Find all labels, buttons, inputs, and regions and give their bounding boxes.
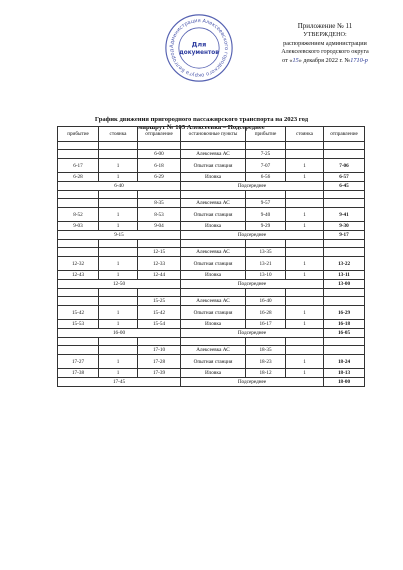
table-row bbox=[58, 159, 365, 173]
order-number: 1710-р bbox=[350, 57, 368, 65]
table-cell: 9-17 bbox=[324, 231, 365, 240]
table-cell: Алексеевка АС bbox=[181, 150, 246, 159]
table-cell bbox=[246, 289, 286, 297]
table-cell: 12-44 bbox=[138, 271, 181, 280]
header-stops: остановочные пункты bbox=[181, 127, 246, 142]
table-row bbox=[58, 248, 365, 257]
table-cell: Опытная станция bbox=[181, 257, 246, 271]
table-cell: 6-00 bbox=[138, 150, 181, 159]
table-cell bbox=[324, 289, 365, 297]
table-cell: 7-06 bbox=[324, 159, 365, 173]
table-cell: Подсереднее bbox=[181, 378, 324, 387]
table-cell: 9-03 bbox=[58, 222, 99, 231]
table-cell: 15-54 bbox=[138, 320, 181, 329]
table-cell: 16-05 bbox=[324, 329, 365, 338]
table-cell: 9-40 bbox=[246, 208, 286, 222]
table-cell: 1 bbox=[286, 159, 324, 173]
table-spacer-row bbox=[58, 289, 365, 297]
approval-block bbox=[255, 22, 395, 66]
table-cell bbox=[99, 142, 138, 150]
table-cell: 17-45 bbox=[58, 378, 181, 387]
table-cell: 6-57 bbox=[324, 173, 365, 182]
table-cell: 1 bbox=[99, 173, 138, 182]
table-row bbox=[58, 329, 365, 338]
table-cell: 18-23 bbox=[246, 355, 286, 369]
table-cell: 15-42 bbox=[138, 306, 181, 320]
header-arrival-back: прибытие bbox=[246, 127, 286, 142]
table-cell bbox=[246, 142, 286, 150]
table-cell: 16-29 bbox=[324, 306, 365, 320]
table-cell: 6-29 bbox=[138, 173, 181, 182]
table-cell bbox=[99, 338, 138, 346]
table-cell: 1 bbox=[99, 369, 138, 378]
table-cell: 7-25 bbox=[246, 150, 286, 159]
table-cell bbox=[246, 338, 286, 346]
title-line-2: маршрут № 105 Алексеевка – Подсереднее bbox=[138, 124, 265, 132]
table-cell: 12-43 bbox=[58, 271, 99, 280]
table-row bbox=[58, 346, 365, 355]
table-cell bbox=[181, 240, 246, 248]
table-cell bbox=[181, 338, 246, 346]
table-cell: 1 bbox=[99, 222, 138, 231]
table-cell: 15-53 bbox=[58, 320, 99, 329]
table-cell bbox=[99, 297, 138, 306]
table-cell: 6-17 bbox=[58, 159, 99, 173]
table-cell bbox=[99, 240, 138, 248]
table-cell: 16-40 bbox=[246, 297, 286, 306]
table-cell: 15-42 bbox=[58, 306, 99, 320]
table-cell bbox=[58, 289, 99, 297]
table-cell bbox=[324, 248, 365, 257]
table-cell: 9-57 bbox=[246, 199, 286, 208]
table-cell: 12-15 bbox=[138, 248, 181, 257]
table-cell bbox=[99, 199, 138, 208]
table-cell bbox=[99, 289, 138, 297]
table-cell: 1 bbox=[286, 355, 324, 369]
header-stop-out: стоянка bbox=[99, 127, 138, 142]
official-stamp-icon bbox=[163, 12, 235, 84]
table-cell: Иловка bbox=[181, 173, 246, 182]
table-row bbox=[58, 199, 365, 208]
approval-district-line: Алексеевского городского округа bbox=[281, 48, 369, 56]
table-cell: 15-25 bbox=[138, 297, 181, 306]
table-cell: 1 bbox=[286, 222, 324, 231]
table-cell: 12-32 bbox=[58, 257, 99, 271]
table-cell: 18-24 bbox=[324, 355, 365, 369]
approval-date-line bbox=[255, 57, 395, 66]
table-cell: 8-35 bbox=[138, 199, 181, 208]
table-cell: 12-50 bbox=[58, 280, 181, 289]
table-cell bbox=[286, 191, 324, 199]
table-cell: Подсереднее bbox=[181, 231, 324, 240]
schedule-table bbox=[57, 126, 365, 387]
table-header-row bbox=[58, 127, 365, 142]
table-cell: 1 bbox=[99, 257, 138, 271]
table-cell: 16-17 bbox=[246, 320, 286, 329]
table-cell bbox=[138, 191, 181, 199]
table-row bbox=[58, 182, 365, 191]
table-spacer-row bbox=[58, 142, 365, 150]
table-cell: 18-13 bbox=[324, 369, 365, 378]
header-stop-back: стоянка bbox=[286, 127, 324, 142]
table-cell: 1 bbox=[99, 271, 138, 280]
table-row bbox=[58, 355, 365, 369]
table-cell bbox=[324, 142, 365, 150]
table-cell bbox=[286, 346, 324, 355]
stamp-center-text-1: Для bbox=[191, 40, 207, 49]
table-cell: 1 bbox=[99, 306, 138, 320]
table-cell: 16-00 bbox=[58, 329, 181, 338]
table-cell bbox=[181, 142, 246, 150]
table-cell bbox=[58, 240, 99, 248]
table-cell: 1 bbox=[286, 320, 324, 329]
title-line-1: График движения пригородного пассажирского транспорта на 2023 год bbox=[94, 116, 309, 123]
table-cell: 1 bbox=[99, 355, 138, 369]
table-cell: 6-18 bbox=[138, 159, 181, 173]
table-cell: Иловка bbox=[181, 271, 246, 280]
table-cell bbox=[324, 199, 365, 208]
stamp-center-text-2: документов bbox=[179, 49, 219, 56]
table-cell bbox=[58, 191, 99, 199]
table-cell: 16-18 bbox=[324, 320, 365, 329]
table-cell: 18-00 bbox=[324, 378, 365, 387]
table-cell bbox=[286, 199, 324, 208]
table-row bbox=[58, 306, 365, 320]
date-day: 15 bbox=[292, 57, 299, 65]
table-cell bbox=[138, 338, 181, 346]
table-cell bbox=[58, 297, 99, 306]
table-cell: 1 bbox=[286, 306, 324, 320]
table-cell: 9-30 bbox=[324, 222, 365, 231]
table-cell bbox=[286, 150, 324, 159]
table-cell bbox=[286, 297, 324, 306]
table-row bbox=[58, 257, 365, 271]
table-cell bbox=[286, 289, 324, 297]
table-spacer-row bbox=[58, 240, 365, 248]
table-cell: 12-33 bbox=[138, 257, 181, 271]
table-spacer-row bbox=[58, 338, 365, 346]
table-cell: 13-35 bbox=[246, 248, 286, 257]
table-cell bbox=[99, 191, 138, 199]
table-cell bbox=[99, 248, 138, 257]
table-cell bbox=[324, 191, 365, 199]
table-cell bbox=[286, 240, 324, 248]
approved-label: УТВЕРЖДЕНО: bbox=[303, 30, 347, 38]
table-cell: 1 bbox=[286, 208, 324, 222]
table-row bbox=[58, 280, 365, 289]
table-cell: Опытная станция bbox=[181, 355, 246, 369]
table-cell: Опытная станция bbox=[181, 159, 246, 173]
table-cell bbox=[58, 338, 99, 346]
table-cell bbox=[181, 289, 246, 297]
table-cell: 8-53 bbox=[138, 208, 181, 222]
table-cell: Иловка bbox=[181, 320, 246, 329]
table-row bbox=[58, 222, 365, 231]
table-cell bbox=[99, 150, 138, 159]
table-cell bbox=[138, 240, 181, 248]
header-departure-back: отправление bbox=[324, 127, 365, 142]
table-cell: 6-28 bbox=[58, 173, 99, 182]
table-cell bbox=[324, 346, 365, 355]
table-cell: 9-41 bbox=[324, 208, 365, 222]
table-cell: 9-15 bbox=[58, 231, 181, 240]
approval-authority-line: распоряжением администрации bbox=[283, 39, 367, 47]
table-row bbox=[58, 271, 365, 280]
table-cell: 8-52 bbox=[58, 208, 99, 222]
table-row bbox=[58, 297, 365, 306]
table-cell: 1 bbox=[286, 369, 324, 378]
table-cell: 13-21 bbox=[246, 257, 286, 271]
table-cell bbox=[246, 191, 286, 199]
table-cell bbox=[286, 142, 324, 150]
header-arrival-out: прибытие bbox=[58, 127, 99, 142]
table-cell bbox=[58, 346, 99, 355]
table-cell: 6-56 bbox=[246, 173, 286, 182]
table-row bbox=[58, 369, 365, 378]
date-middle: » декабря 2022 г. № bbox=[298, 57, 351, 65]
table-row bbox=[58, 231, 365, 240]
table-cell: 1 bbox=[286, 271, 324, 280]
table-cell: Опытная станция bbox=[181, 208, 246, 222]
table-cell bbox=[99, 346, 138, 355]
table-cell: Алексеевка АС bbox=[181, 248, 246, 257]
table-cell: 9-29 bbox=[246, 222, 286, 231]
table-row bbox=[58, 173, 365, 182]
table-cell bbox=[58, 142, 99, 150]
table-row bbox=[58, 378, 365, 387]
table-cell: Подсереднее bbox=[181, 280, 324, 289]
table-cell: 17-39 bbox=[138, 369, 181, 378]
table-cell: 13-11 bbox=[324, 271, 365, 280]
table-cell bbox=[286, 338, 324, 346]
table-cell: 13-10 bbox=[246, 271, 286, 280]
header-departure-out: отправление bbox=[138, 127, 181, 142]
table-cell: 6-40 bbox=[58, 182, 181, 191]
table-cell: 7-07 bbox=[246, 159, 286, 173]
table-cell: Алексеевка АС bbox=[181, 346, 246, 355]
table-cell: 16-28 bbox=[246, 306, 286, 320]
table-row bbox=[58, 150, 365, 159]
table-cell bbox=[181, 191, 246, 199]
table-cell: 17-27 bbox=[58, 355, 99, 369]
table-cell bbox=[286, 248, 324, 257]
table-cell: Алексеевка АС bbox=[181, 199, 246, 208]
table-cell: Подсереднее bbox=[181, 329, 324, 338]
table-cell: Опытная станция bbox=[181, 306, 246, 320]
table-cell: 17-10 bbox=[138, 346, 181, 355]
table-cell: 13-00 bbox=[324, 280, 365, 289]
stamp-ring-text: Администрация Алексеевского городского округа Белгород bbox=[169, 18, 229, 78]
table-cell bbox=[324, 150, 365, 159]
table-cell: 9-04 bbox=[138, 222, 181, 231]
table-cell bbox=[58, 150, 99, 159]
table-row bbox=[58, 320, 365, 329]
table-cell: 1 bbox=[99, 320, 138, 329]
schedule-body bbox=[58, 142, 365, 387]
table-cell: Иловка bbox=[181, 222, 246, 231]
table-cell: 18-35 bbox=[246, 346, 286, 355]
table-cell: 6-45 bbox=[324, 182, 365, 191]
table-cell bbox=[324, 240, 365, 248]
table-cell bbox=[246, 240, 286, 248]
table-cell: 1 bbox=[286, 173, 324, 182]
table-cell: 17-28 bbox=[138, 355, 181, 369]
date-prefix: от « bbox=[282, 57, 293, 65]
table-cell: 1 bbox=[99, 159, 138, 173]
table-cell: 1 bbox=[99, 208, 138, 222]
table-cell: 18-12 bbox=[246, 369, 286, 378]
table-row bbox=[58, 208, 365, 222]
table-cell: 17-38 bbox=[58, 369, 99, 378]
table-cell: 13-22 bbox=[324, 257, 365, 271]
table-cell: Иловка bbox=[181, 369, 246, 378]
table-cell bbox=[138, 289, 181, 297]
table-cell bbox=[324, 297, 365, 306]
table-cell bbox=[58, 199, 99, 208]
appendix-number: Приложение № 11 bbox=[297, 22, 353, 30]
table-cell bbox=[138, 142, 181, 150]
table-cell bbox=[58, 248, 99, 257]
table-cell bbox=[324, 338, 365, 346]
table-cell: 1 bbox=[286, 257, 324, 271]
table-cell: Подсереднее bbox=[181, 182, 324, 191]
table-cell: Алексеевка АС bbox=[181, 297, 246, 306]
table-spacer-row bbox=[58, 191, 365, 199]
